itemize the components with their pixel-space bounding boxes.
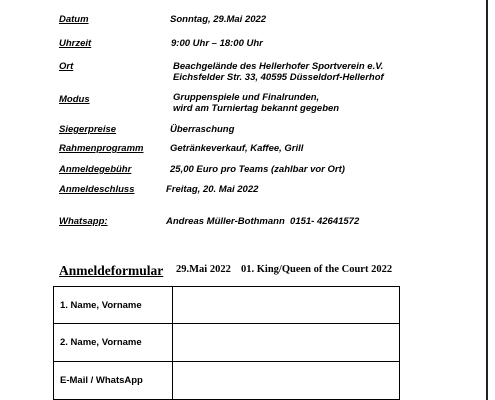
table-row xyxy=(54,324,400,362)
anmeldegebuehr-value: 25,00 Euro pro Teams (zahlbar vor Ort) xyxy=(170,164,345,175)
email-whatsapp-field[interactable] xyxy=(173,362,400,400)
rahmenprogramm-value: Getränkeverkauf, Kaffee, Grill xyxy=(170,143,304,154)
siegerpreise-value: Überraschung xyxy=(170,124,235,135)
name2-field[interactable] xyxy=(173,324,400,362)
modus-value-line2: wird am Turniertag bekannt gegeben xyxy=(173,103,340,114)
anmeldeschluss-label: Anmeldeschluss xyxy=(59,184,135,195)
siegerpreise-label: Siegerpreise xyxy=(59,124,117,135)
form-title: Anmeldeformular xyxy=(59,263,164,278)
anmeldegebuehr-label: Anmeldegebühr xyxy=(59,164,132,175)
anmeldeschluss-value: Freitag, 20. Mai 2022 xyxy=(166,184,259,195)
table-row xyxy=(54,287,400,324)
uhrzeit-label: Uhrzeit xyxy=(59,38,92,49)
page-right-border xyxy=(486,0,488,400)
ort-value-line2: Eichsfelder Str. 33, 40595 Düsseldorf-Hellerhof xyxy=(173,72,384,83)
name1-label: 1. Name, Vorname xyxy=(54,287,173,324)
whatsapp-value: Andreas Müller-Bothmann 0151- 42641572 xyxy=(166,216,360,227)
ort-value-line1: Beachgelände des Hellerhofer Sportverein e.V. xyxy=(173,61,384,72)
datum-label: Datum xyxy=(59,14,89,25)
modus-value-line1: Gruppenspiele und Finalrunden, xyxy=(173,92,320,103)
table-row xyxy=(54,362,400,400)
whatsapp-label: Whatsapp: xyxy=(59,216,108,227)
email-whatsapp-label: E-Mail / WhatsApp xyxy=(54,362,173,400)
datum-value: Sonntag, 29.Mai 2022 xyxy=(170,14,267,25)
name2-label: 2. Name, Vorname xyxy=(54,324,173,362)
registration-table xyxy=(53,286,400,400)
uhrzeit-value: 9:00 Uhr – 18:00 Uhr xyxy=(171,38,263,49)
modus-label: Modus xyxy=(59,94,90,105)
ort-label: Ort xyxy=(59,61,74,72)
form-heading xyxy=(59,262,393,280)
rahmenprogramm-label: Rahmenprogramm xyxy=(59,143,144,154)
form-event: 01. King/Queen of the Court 2022 xyxy=(241,264,393,275)
name1-field[interactable] xyxy=(173,287,400,324)
form-date: 29.Mai 2022 xyxy=(176,264,231,275)
